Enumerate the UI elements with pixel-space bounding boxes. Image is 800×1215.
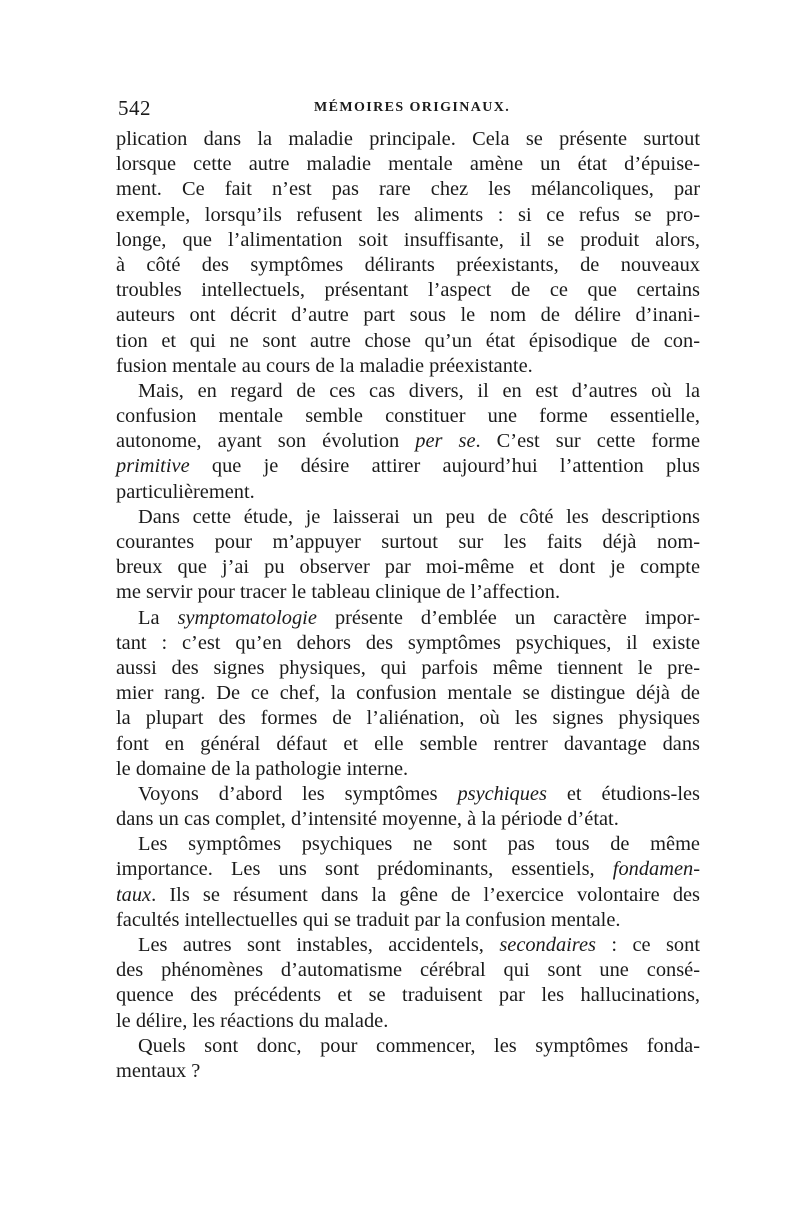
italic-term: psychiques <box>457 782 547 805</box>
running-title: MÉMOIRES ORIGINAUX. <box>314 100 511 115</box>
text-run: Les autres sont instables, accidentels, <box>138 934 500 956</box>
text-run: : ce sont <box>595 934 700 956</box>
text-run: . Ils se résument dans la gêne de l’exercice volontaire des <box>151 883 700 906</box>
text-run: confusion mentale semble constituer une forme essentielle, <box>116 405 700 428</box>
text-line <box>116 757 700 782</box>
text-line <box>116 983 700 1008</box>
text-run: courantes pour m’appuyer surtout sur les faits déjà nom- <box>116 531 700 553</box>
text-run: quence des précédents et se traduisent par les hallucinations, <box>116 984 700 1007</box>
paragraph <box>116 505 700 606</box>
text-line <box>116 480 700 505</box>
paragraph <box>116 832 700 933</box>
page-number: 542 <box>118 96 151 120</box>
text-run: le délire, les réactions du malade. <box>116 1009 389 1032</box>
italic-term: per se <box>415 430 476 453</box>
text-line <box>116 580 700 605</box>
text-run: présente d’emblée un caractère impor- <box>316 606 700 629</box>
body-text <box>116 127 700 1084</box>
text-run: breux que j’ai pu observer par moi-même et dont je compte <box>116 556 700 579</box>
text-line <box>116 681 700 706</box>
text-run: des phénomènes d’automatisme cérébral qui sont une consé- <box>116 959 700 982</box>
text-line <box>116 606 700 631</box>
text-line <box>116 631 700 656</box>
text-line <box>116 278 700 303</box>
paragraph <box>116 379 700 505</box>
text-run: plication dans la maladie principale. Cela se présente surtout <box>116 128 700 150</box>
text-line <box>116 782 700 807</box>
text-run: tant : c’est qu’en dehors des symptômes psychiques, il existe <box>116 631 700 654</box>
text-line <box>116 832 700 857</box>
text-line <box>116 429 700 454</box>
text-run: dans un cas complet, d’intensité moyenne, à la période d’état. <box>116 808 619 831</box>
text-line <box>116 1034 700 1059</box>
text-line <box>116 404 700 429</box>
text-run: auteurs ont décrit d’autre part sous le nom de délire d’inani- <box>116 304 700 327</box>
italic-term: fondamen- <box>612 858 700 881</box>
text-run: la plupart des formes de l’aliénation, où les signes physiques <box>116 707 700 730</box>
text-run: aussi des signes physiques, qui parfois même tiennent le pre- <box>116 656 700 679</box>
text-run: que je désire attirer aujourd’hui l’attention plus <box>189 455 700 478</box>
text-line <box>116 177 700 202</box>
text-run: longe, que l’alimentation soit insuffisante, il se produit alors, <box>116 228 700 251</box>
text-line <box>116 807 700 832</box>
text-run: Voyons d’abord les symptômes <box>138 782 458 805</box>
text-run: troubles intellectuels, présentant l’aspect de ce que certains <box>116 279 700 302</box>
text-line <box>116 857 700 882</box>
text-run: et étudions-les <box>546 782 700 805</box>
text-line <box>116 656 700 681</box>
text-run: facultés intellectuelles qui se traduit par la confusion mentale. <box>116 908 621 931</box>
text-run: La <box>138 606 178 629</box>
text-line <box>116 933 700 958</box>
text-run: Mais, en regard de ces cas divers, il en est d’autres où la <box>138 379 700 402</box>
text-line <box>116 303 700 328</box>
text-line <box>116 505 700 530</box>
page-header <box>118 96 700 124</box>
text-line <box>116 253 700 278</box>
text-line <box>116 1009 700 1034</box>
text-line <box>116 883 700 908</box>
text-run: Dans cette étude, je laisserai un peu de côté les descriptions <box>138 505 700 528</box>
text-run: particulièrement. <box>116 480 255 503</box>
text-line <box>116 958 700 983</box>
text-run: tion et qui ne sont autre chose qu’un état épisodique de con- <box>116 329 700 352</box>
paragraph <box>116 782 700 832</box>
text-run: Les symptômes psychiques ne sont pas tous de même <box>138 833 700 856</box>
text-run: le domaine de la pathologie interne. <box>116 757 409 780</box>
text-line <box>116 379 700 404</box>
text-line <box>116 152 700 177</box>
text-run: font en général défaut et elle semble rentrer davantage dans <box>116 732 700 755</box>
text-line <box>116 530 700 555</box>
text-line <box>116 706 700 731</box>
text-line <box>116 329 700 354</box>
text-line <box>116 354 700 379</box>
paragraph <box>116 1034 700 1084</box>
text-line <box>116 732 700 757</box>
text-run: importance. Les uns sont prédominants, essentiels, <box>116 858 613 881</box>
text-run: exemple, lorsqu’ils refusent les aliments : si ce refus se pro- <box>116 203 700 226</box>
text-run: mentaux ? <box>116 1059 201 1082</box>
text-line <box>116 1059 700 1084</box>
text-run: à côté des symptômes délirants préexistants, de nouveaux <box>116 253 700 276</box>
paragraph <box>116 127 700 379</box>
text-run: fusion mentale au cours de la maladie préexistante. <box>116 354 533 377</box>
italic-term: taux <box>116 883 152 906</box>
text-line <box>116 908 700 933</box>
text-run: mier rang. De ce chef, la confusion mentale se distingue déjà de <box>116 682 700 705</box>
paragraph <box>116 606 700 782</box>
text-run: me servir pour tracer le tableau clinique de l’affection. <box>116 581 561 604</box>
italic-term: secondaires <box>499 934 596 956</box>
italic-term: primitive <box>116 455 190 478</box>
text-run: lorsque cette autre maladie mentale amène un état d’épuise- <box>116 153 700 176</box>
text-line <box>116 454 700 479</box>
text-line <box>116 203 700 228</box>
text-run: Quels sont donc, pour commencer, les symptômes fonda- <box>138 1034 700 1057</box>
text-run: autonome, ayant son évolution <box>116 430 416 453</box>
italic-term: symptomatologie <box>177 606 317 629</box>
text-run: ment. Ce fait n’est pas rare chez les mélancoliques, par <box>116 178 700 201</box>
text-run: . C’est sur cette forme <box>475 430 701 453</box>
text-line <box>116 555 700 580</box>
text-line <box>116 127 700 152</box>
paragraph <box>116 933 700 1034</box>
text-line <box>116 228 700 253</box>
